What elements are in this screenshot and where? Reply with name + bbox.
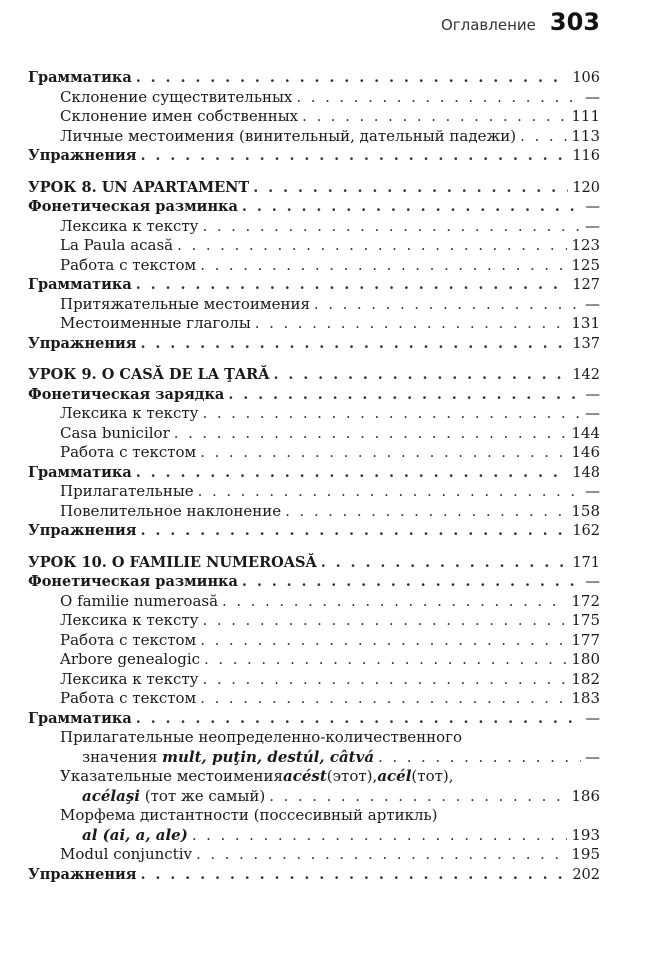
toc-entry [28,385,600,405]
toc-entry-page: — [585,404,600,422]
toc-entry-title [82,787,265,807]
toc-entry-title: Лексика к тексту [60,216,199,235]
toc-entry-text: значения [82,747,163,766]
toc-entry [28,482,600,502]
toc-entry-page: 193 [571,825,600,844]
dot-leader [200,689,567,709]
toc-entry-title: Грамматика [28,463,132,481]
dot-leader [140,146,568,166]
toc-entry-page: — [585,482,600,500]
dot-leader [378,748,581,768]
toc-entry-page: 175 [571,611,600,629]
toc-entry-page: 146 [571,443,600,461]
toc-entry [28,275,600,295]
toc-entry-page: 127 [572,277,600,293]
dot-leader [136,463,569,483]
toc-entry-title: УРОК 8. UN APARTAMENT [28,178,250,196]
toc-entry [28,521,600,541]
dot-leader [204,650,567,670]
toc-entry-page: 195 [571,845,600,863]
toc-entry-page: — [585,216,600,235]
dot-leader [177,236,567,256]
toc-entry-title: Лексика к тексту [60,669,199,688]
toc-entry-line [28,826,600,846]
toc-entry [28,314,600,334]
toc-entry-text: Указательные местоимения [60,767,284,785]
dot-leader [314,295,581,315]
section-gap [28,541,600,553]
toc-entry [28,88,600,108]
toc-entry-title: Упражнения [28,865,137,883]
toc-entry-title: Личные местоимения (винительный, дательный падежи) [60,126,517,145]
dot-leader [192,826,568,846]
toc-entry-title: Прилагательные неопределенно-количественного [60,728,463,746]
toc-entry [28,334,600,354]
running-header-title: Оглавление [440,16,536,34]
toc-entry-page: 183 [571,689,600,707]
toc-entry-title: O familie numeroasă [60,591,219,610]
toc-entry-title: Работа с текстом [60,255,197,274]
dot-leader [140,865,568,885]
dot-leader [269,787,567,807]
dot-leader [136,709,582,729]
toc-entry-line [28,787,600,807]
toc-entry [28,631,600,651]
toc-entry-title: Притяжательные местоимения [60,294,310,313]
toc-entry [28,572,600,592]
toc-entry-page: — [585,87,600,106]
toc-entry-page: 142 [572,367,600,383]
toc-entry-page: 120 [572,179,600,196]
toc-entry-page: 182 [571,669,600,688]
toc-entry [28,107,600,127]
toc-entry [28,146,600,166]
toc-entry [28,404,600,424]
toc-entry-title: Склонение существительных [60,87,293,106]
toc-entry-page: 177 [571,630,600,649]
toc-entry [28,127,600,147]
toc-entry [28,611,600,631]
toc-entry [28,865,600,885]
toc-entry-title: Склонение имен собственных [60,107,299,125]
dot-leader [174,424,568,444]
toc-entry-page: — [585,294,600,313]
toc-entry-page: — [585,710,600,727]
dot-leader [302,107,567,127]
dot-leader [196,845,567,865]
dot-leader [242,197,582,217]
toc-entry [28,650,600,670]
dot-leader [520,127,567,147]
toc-entry-title: Фонетическая разминка [28,198,238,215]
toc-entry-title: Морфема дистантности (поссесивный артикль) [60,806,438,824]
toc-entry-title: Грамматика [28,69,132,86]
toc-entry [28,592,600,612]
toc-entry [28,709,600,729]
toc-entry-title: Фонетическая зарядка [28,385,225,403]
toc-entry-title: Работа с текстом [60,443,197,461]
toc-entry-title: Местоименные глаголы [60,314,251,332]
toc-entry-title: Modul conjunctiv [60,845,192,863]
toc-entry-text: (этот), [326,767,378,785]
toc-entry-page: 144 [571,423,600,442]
dot-leader [296,88,581,108]
toc-entry [28,256,600,276]
toc-entry [28,295,600,315]
dot-leader [222,592,567,612]
toc-entry-title: Грамматика [28,709,132,727]
toc-entry-page: 111 [571,107,600,125]
toc-entry [28,236,600,256]
toc-entry-title: Работа с текстом [60,689,197,707]
toc-entry-page: 180 [571,650,600,668]
toc-entry [28,178,600,198]
dot-leader [253,178,568,198]
toc-entry-page: — [585,199,600,215]
toc-entry-page: 202 [572,866,600,883]
toc-entry-line [28,806,600,826]
toc-entry-line [28,748,600,768]
dot-leader [202,670,567,690]
section-gap [28,353,600,365]
dot-leader [202,217,581,237]
toc-entry-page: 106 [572,70,600,86]
romanian-term: mult, puţin, destúl, câtvá [162,747,375,766]
dot-leader [198,482,581,502]
romanian-term: acél [377,767,412,785]
dot-leader [140,334,568,354]
toc-entry [28,217,600,237]
toc-entry [28,670,600,690]
dot-leader [255,314,568,334]
table-of-contents [28,68,600,884]
toc-entry-title: УРОК 9. O CASĂ DE LA ŢARĂ [28,366,270,383]
toc-entry-title: Упражнения [28,522,137,539]
section-gap [28,166,600,178]
toc-entry-title: Работа с текстом [60,630,197,649]
toc-entry-line [28,767,600,787]
toc-entry-title: Прилагательные [60,482,194,500]
toc-entry-title: Лексика к тексту [60,611,199,629]
dot-leader [202,611,567,631]
toc-entry-page: — [585,574,600,590]
toc-entry-page: 158 [571,501,600,520]
toc-entry-page: 131 [571,314,600,332]
toc-entry-page: 186 [571,786,600,805]
dot-leader [321,553,569,573]
toc-entry [28,845,600,865]
toc-entry-title: Грамматика [28,276,132,293]
dot-leader [136,68,569,88]
toc-entry-title: Фонетическая разминка [28,573,238,590]
toc-entry [28,68,600,88]
toc-entry-title [82,748,374,768]
toc-entry-page: — [585,747,600,766]
toc-entry-page: 116 [572,148,600,164]
dot-leader [285,502,567,522]
toc-entry [28,689,600,709]
dot-leader [273,365,568,385]
toc-entry-line [28,728,600,748]
dot-leader [242,572,582,592]
toc-entry-title: Casa bunicilor [60,423,170,442]
toc-entry-page: 172 [571,591,600,610]
toc-entry-page: 113 [571,126,600,145]
toc-entry [28,365,600,385]
running-header [441,8,600,36]
toc-entry-title: Упражнения [28,334,137,352]
toc-entry-title: Повелительное наклонение [60,501,282,520]
dot-leader [202,404,581,424]
toc-entry-title [82,826,188,846]
toc-entry [28,463,600,483]
toc-entry [28,197,600,217]
toc-entry-page: 137 [572,335,600,352]
toc-entry-page: 171 [572,554,600,571]
toc-entry-title: Лексика к тексту [60,404,199,422]
toc-entry-text: (тот же самый) [139,786,266,805]
toc-entry-page: 125 [571,255,600,274]
dot-leader [228,385,581,405]
romanian-term: al (ai, a, ale) [82,825,188,844]
toc-entry [28,502,600,522]
dot-leader [200,631,567,651]
dot-leader [200,256,567,276]
toc-entry [28,424,600,444]
toc-entry-title: Arbore genealogic [60,650,201,668]
dot-leader [140,521,568,541]
toc-entry-title: УРОК 10. O FAMILIE NUMEROASĂ [28,553,317,571]
toc-entry-title: Упражнения [28,147,137,164]
toc-entry-page: 162 [572,523,600,539]
toc-entry-page: 148 [572,464,600,481]
toc-entry [28,553,600,573]
toc-entry-page: 123 [571,236,600,254]
toc-entry-text: (тот), [411,767,454,785]
romanian-term: acést [283,767,327,785]
romanian-term: acélaşi [82,786,140,805]
page-number: 303 [549,8,600,36]
toc-entry-title: La Paula acasă [60,236,174,254]
toc-entry [28,443,600,463]
dot-leader [136,275,569,295]
toc-entry-page: — [585,386,600,403]
dot-leader [200,443,567,463]
